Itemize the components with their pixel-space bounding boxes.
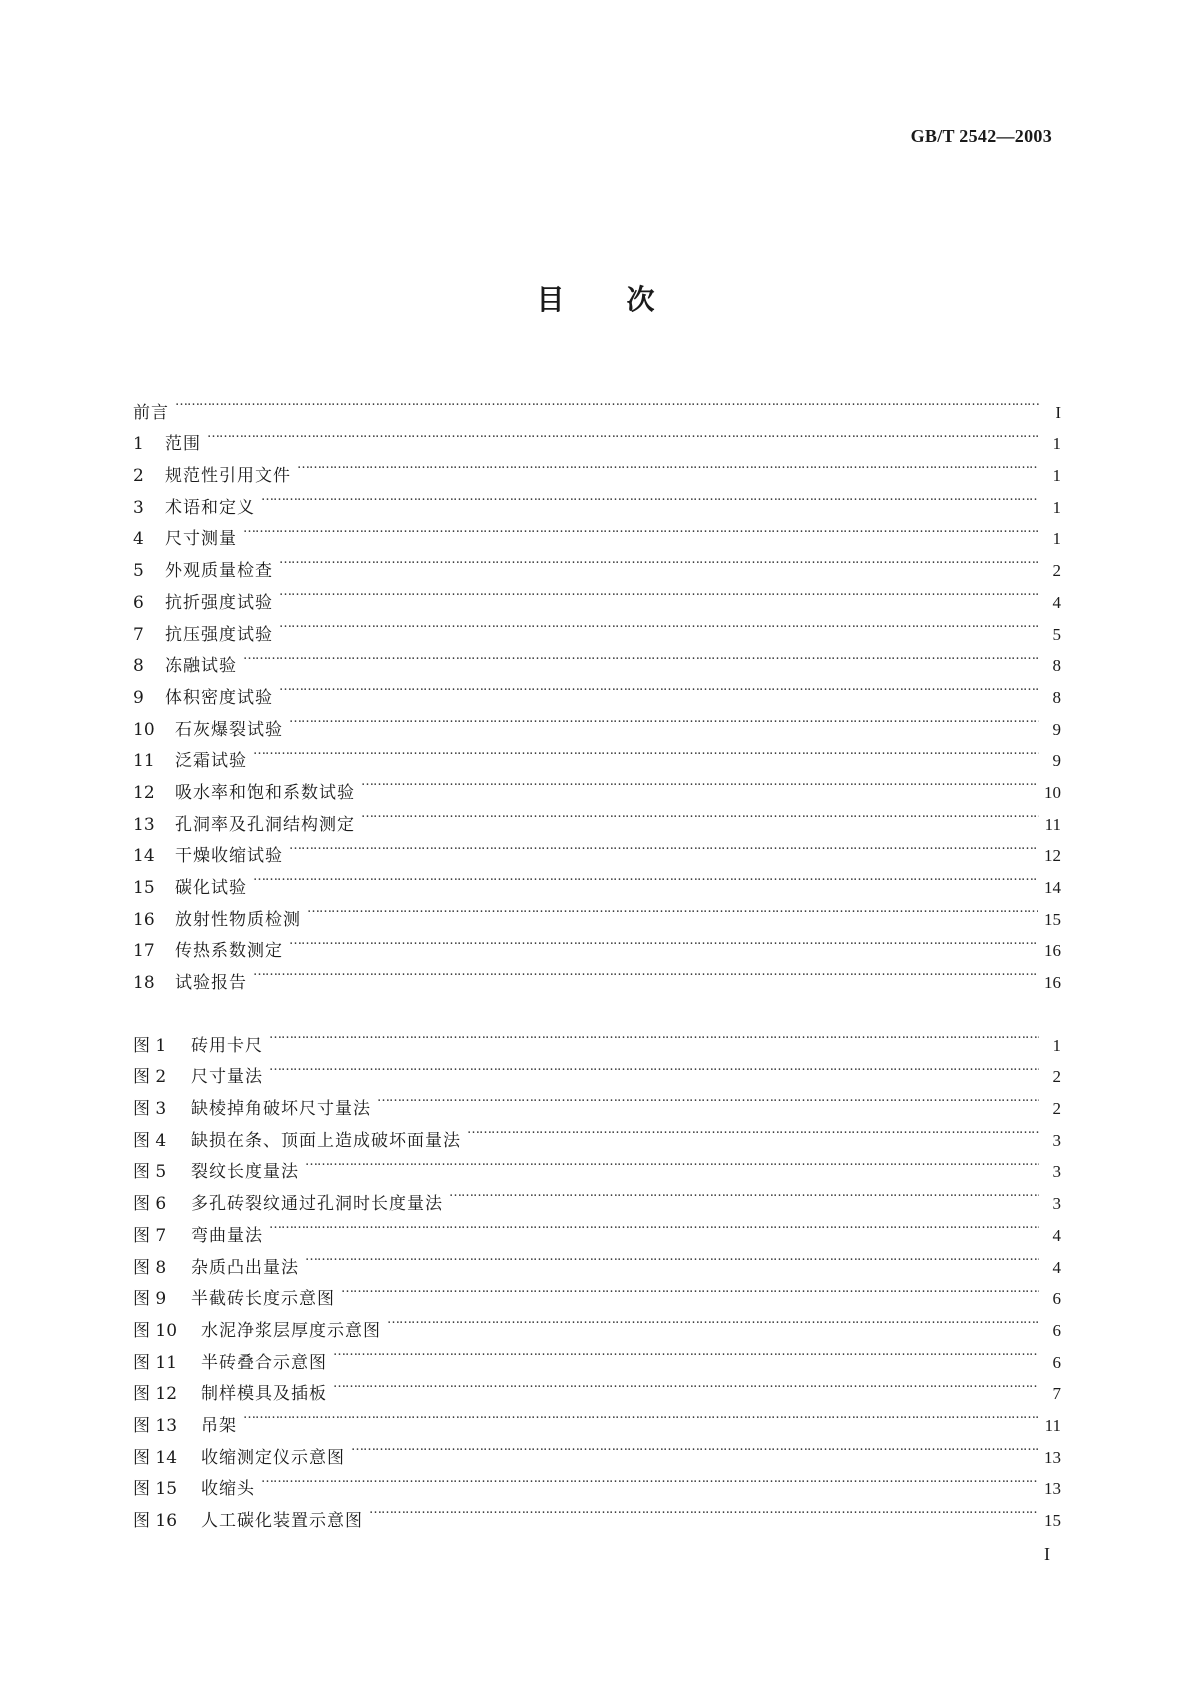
page-ref: 3 — [1052, 1130, 1061, 1150]
section-title: 试验报告 — [175, 973, 247, 994]
figure-title: 多孔砖裂纹通过孔洞时长度量法 — [191, 1194, 443, 1215]
dot-leader — [207, 418, 1039, 450]
figure-title: 砖用卡尺 — [191, 1035, 263, 1056]
figure-title: 杂质凸出量法 — [191, 1257, 299, 1278]
toc-entry[interactable] — [133, 671, 1061, 708]
figure-number: 图 2 — [133, 1067, 167, 1088]
figure-number: 图 11 — [133, 1352, 178, 1373]
dot-leader — [449, 1177, 1039, 1209]
toc-entry[interactable] — [133, 735, 1061, 772]
toc-entry[interactable] — [133, 640, 1061, 677]
dot-leader — [377, 1082, 1039, 1114]
section-title: 碳化试验 — [175, 878, 247, 898]
page-title — [0, 278, 1191, 318]
page-ref: 14 — [1044, 878, 1061, 897]
dot-leader — [305, 1241, 1039, 1273]
section-number: 8 — [133, 656, 144, 677]
figure-entry[interactable] — [133, 1431, 1061, 1468]
page-ref: 11 — [1044, 1415, 1061, 1435]
dot-leader — [279, 544, 1039, 576]
section-number: 2 — [133, 466, 144, 487]
dot-leader — [269, 1051, 1039, 1083]
figure-number: 图 10 — [133, 1320, 178, 1341]
page-ref: 1 — [1052, 466, 1061, 486]
toc-entry[interactable] — [133, 544, 1061, 582]
dot-leader — [333, 1368, 1039, 1400]
figure-number: 图 9 — [133, 1289, 167, 1310]
figure-number: 图 8 — [133, 1257, 167, 1278]
section-number: 16 — [133, 909, 155, 930]
figure-number: 图 12 — [133, 1384, 178, 1405]
page-ref: 15 — [1044, 909, 1061, 929]
page-ref: 15 — [1044, 1511, 1061, 1530]
page-ref: 2 — [1052, 1099, 1061, 1119]
dot-leader — [467, 1114, 1039, 1146]
figure-entry[interactable] — [133, 1209, 1061, 1246]
section-title: 前言 — [133, 402, 169, 423]
figure-title: 缺损在条、顶面上造成破坏面量法 — [191, 1130, 461, 1151]
dot-leader — [333, 1336, 1039, 1368]
page-ref: 13 — [1044, 1479, 1061, 1499]
figure-entry[interactable] — [133, 1082, 1061, 1120]
dot-leader — [341, 1273, 1039, 1305]
section-title: 孔洞率及孔洞结构测定 — [175, 814, 355, 835]
dot-leader — [387, 1304, 1039, 1336]
dot-leader — [269, 1209, 1039, 1241]
figure-number: 图 13 — [133, 1415, 178, 1436]
section-title: 传热系数测定 — [175, 941, 283, 962]
dot-leader — [243, 640, 1039, 672]
section-title: 石灰爆裂试验 — [175, 719, 283, 740]
section-number: 12 — [133, 782, 155, 803]
dot-leader — [261, 1463, 1038, 1495]
page-ref: 11 — [1044, 814, 1061, 834]
page-ref: 10 — [1044, 782, 1061, 802]
toc-entry[interactable] — [133, 766, 1061, 803]
section-title: 规范性引用文件 — [165, 466, 291, 487]
section-title: 外观质量检查 — [165, 561, 273, 582]
page-ref: 9 — [1052, 751, 1061, 771]
page-ref: 1 — [1052, 529, 1061, 549]
section-number: 11 — [133, 751, 155, 772]
dot-leader — [279, 671, 1039, 703]
dot-leader — [361, 766, 1038, 798]
dot-leader — [305, 1146, 1039, 1178]
dot-leader — [279, 608, 1039, 640]
section-number: 3 — [133, 497, 144, 518]
page-ref: 3 — [1052, 1194, 1061, 1214]
figure-number: 图 1 — [133, 1035, 167, 1056]
title-char-2: 次 — [626, 283, 655, 316]
dot-leader — [243, 513, 1039, 545]
standard-code: GB/T 2542—2003 — [910, 126, 1052, 146]
page-ref: 4 — [1052, 592, 1061, 612]
section-title: 放射性物质检测 — [175, 909, 301, 930]
section-number: 13 — [133, 814, 155, 835]
toc-entry[interactable] — [133, 386, 1061, 423]
figure-entry[interactable] — [133, 1494, 1061, 1531]
dot-leader — [369, 1494, 1038, 1526]
page-ref: 6 — [1052, 1320, 1061, 1340]
dot-leader — [279, 576, 1039, 608]
page-ref: 1 — [1052, 497, 1061, 517]
page-ref: I — [1055, 402, 1061, 422]
figure-entry[interactable] — [133, 1399, 1061, 1436]
page-ref: 2 — [1052, 1067, 1061, 1087]
figure-title: 尺寸量法 — [191, 1067, 263, 1088]
figure-title: 制样模具及插板 — [201, 1384, 327, 1405]
figure-number: 图 4 — [133, 1130, 167, 1151]
page-ref: 13 — [1044, 1447, 1061, 1467]
figure-number: 图 5 — [133, 1162, 167, 1183]
section-number: 5 — [133, 561, 144, 582]
dot-leader — [289, 925, 1038, 957]
figure-number: 图 14 — [133, 1447, 178, 1468]
page-ref: 2 — [1052, 561, 1061, 581]
page-ref: 6 — [1052, 1289, 1061, 1309]
dot-leader — [297, 449, 1039, 481]
section-title: 抗折强度试验 — [165, 592, 273, 613]
figure-number: 图 7 — [133, 1225, 167, 1246]
section-number: 18 — [133, 973, 155, 994]
figure-title: 半砖叠合示意图 — [201, 1352, 327, 1373]
page-ref: 1 — [1052, 1035, 1061, 1055]
dot-leader — [361, 798, 1039, 830]
toc-entry[interactable] — [133, 481, 1061, 518]
section-title: 体积密度试验 — [165, 687, 273, 708]
section-title: 术语和定义 — [165, 497, 255, 518]
title-char-1: 目 — [536, 283, 565, 316]
page-number: I — [1044, 1544, 1050, 1564]
page-ref: 16 — [1044, 941, 1061, 961]
figure-title: 收缩测定仪示意图 — [201, 1447, 345, 1468]
section-number: 7 — [133, 624, 144, 645]
section-number: 10 — [133, 719, 155, 740]
figure-number: 图 15 — [133, 1479, 178, 1500]
figure-title: 人工碳化装置示意图 — [201, 1511, 363, 1531]
dot-leader — [261, 481, 1039, 513]
page-ref: 6 — [1052, 1352, 1061, 1372]
page-ref: 1 — [1052, 434, 1061, 454]
table-of-contents-sections — [133, 386, 1061, 994]
section-title: 泛霜试验 — [175, 751, 247, 772]
dot-leader — [307, 893, 1038, 925]
dot-leader — [175, 386, 1039, 418]
figure-title: 缺棱掉角破坏尺寸量法 — [191, 1099, 371, 1120]
figure-entry[interactable] — [133, 1241, 1061, 1278]
section-title: 抗压强度试验 — [165, 624, 273, 645]
figure-title: 水泥净浆层厚度示意图 — [201, 1320, 381, 1341]
dot-leader — [269, 1019, 1039, 1051]
page-ref: 4 — [1052, 1225, 1061, 1245]
toc-entry[interactable] — [133, 513, 1061, 550]
dot-leader — [351, 1431, 1038, 1463]
section-number: 4 — [133, 529, 144, 550]
section-number: 15 — [133, 878, 155, 898]
figure-title: 弯曲量法 — [191, 1225, 263, 1246]
dot-leader — [289, 703, 1039, 735]
page-ref: 16 — [1044, 973, 1061, 993]
section-number: 14 — [133, 846, 155, 867]
dot-leader — [253, 735, 1039, 767]
toc-entry[interactable] — [133, 893, 1061, 930]
figure-entry[interactable] — [133, 1051, 1061, 1088]
page-ref: 4 — [1052, 1257, 1061, 1277]
figure-entry[interactable] — [133, 1019, 1061, 1056]
page-ref: 5 — [1052, 624, 1061, 644]
section-number: 9 — [133, 687, 144, 708]
section-title: 范围 — [165, 434, 201, 455]
page-ref: 3 — [1052, 1162, 1061, 1182]
table-of-contents-figures — [133, 1019, 1061, 1531]
section-number: 1 — [133, 434, 144, 455]
dot-leader — [253, 956, 1038, 988]
figure-title: 裂纹长度量法 — [191, 1162, 299, 1183]
toc-entry[interactable] — [133, 449, 1061, 487]
section-title: 干燥收缩试验 — [175, 846, 283, 867]
dot-leader — [289, 830, 1038, 862]
figure-number: 图 16 — [133, 1511, 178, 1531]
dot-leader — [253, 861, 1038, 893]
figure-title: 收缩头 — [201, 1479, 255, 1500]
section-number: 6 — [133, 592, 144, 613]
section-title: 吸水率和饱和系数试验 — [175, 782, 355, 803]
figure-entry[interactable] — [133, 1463, 1061, 1500]
page-ref: 7 — [1052, 1384, 1061, 1404]
figure-title: 半截砖长度示意图 — [191, 1289, 335, 1310]
toc-entry[interactable] — [133, 418, 1061, 455]
dot-leader — [243, 1399, 1039, 1431]
figure-title: 吊架 — [201, 1415, 237, 1436]
page-ref: 12 — [1044, 846, 1061, 866]
toc-entry[interactable] — [133, 861, 1061, 898]
figure-number: 图 3 — [133, 1099, 167, 1120]
page-ref: 9 — [1052, 719, 1061, 739]
page-ref: 8 — [1052, 656, 1061, 676]
section-title: 冻融试验 — [165, 656, 237, 677]
toc-entry[interactable] — [133, 956, 1061, 994]
section-title: 尺寸测量 — [165, 529, 237, 550]
page-ref: 8 — [1052, 687, 1061, 707]
section-number: 17 — [133, 941, 155, 962]
figure-number: 图 6 — [133, 1194, 167, 1215]
